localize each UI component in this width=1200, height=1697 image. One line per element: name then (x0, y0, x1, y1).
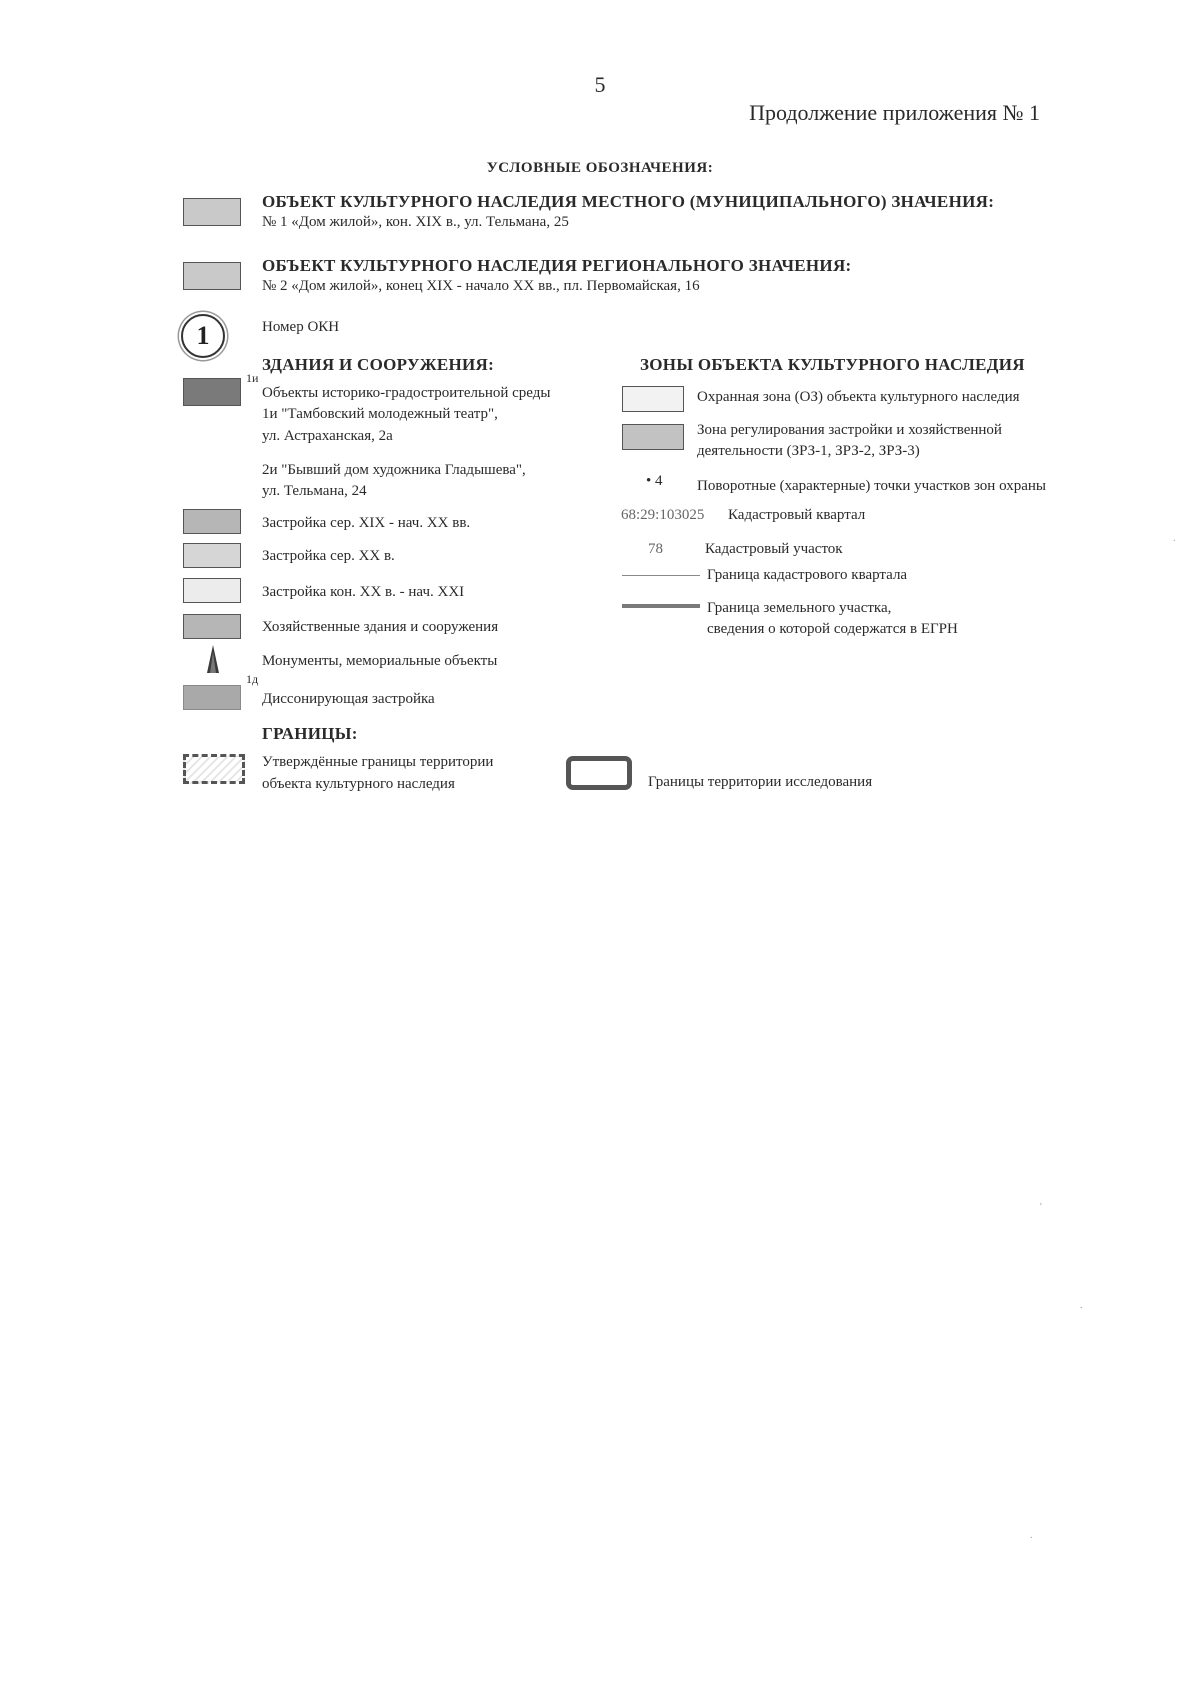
scan-speck: . (1030, 1530, 1033, 1541)
regulation-zone-swatch (622, 424, 684, 450)
zones-title: ЗОНЫ ОБЪЕКТА КУЛЬТУРНОГО НАСЛЕДИЯ (640, 355, 1025, 374)
era-late-20-swatch (183, 578, 241, 603)
era-mid-20-swatch (183, 543, 241, 568)
okn-regional-title: ОБЪЕКТ КУЛЬТУРНОГО НАСЛЕДИЯ РЕГИОНАЛЬНОГО ЗНАЧЕНИЯ: (262, 256, 852, 275)
cadastral-quarter-code: 68:29:103025 (621, 507, 705, 523)
utility-swatch (183, 614, 241, 639)
historic-swatch (183, 378, 241, 406)
okn-number-label: Номер ОКН (262, 319, 340, 335)
historic-marker: 1и (246, 371, 259, 385)
dissonant-marker: 1д (246, 672, 259, 686)
era-19-20-swatch (183, 509, 241, 534)
cadastral-quarter-label: Кадастровый квартал (728, 507, 866, 523)
research-border-label: Границы территории исследования (648, 774, 873, 790)
era-late-20-label: Застройка кон. XX в. - нач. XXI (262, 584, 465, 600)
plot-border-line2: сведения о которой содержатся в ЕГРН (707, 621, 958, 637)
era-mid-20-label: Застройка сер. XX в. (262, 548, 395, 564)
buildings-title: ЗДАНИЯ И СООРУЖЕНИЯ: (262, 355, 495, 374)
okn-local-swatch (183, 198, 241, 226)
scan-speck: ' (1040, 1202, 1042, 1213)
protection-zone-label: Охранная зона (ОЗ) объекта культурного наследия (697, 389, 1020, 405)
historic-item2-line2: ул. Тельмана, 24 (262, 483, 367, 499)
approved-border-line1: Утверждённые границы территории (262, 754, 494, 770)
historic-label: Объекты историко-градостроительной среды (262, 385, 551, 401)
approved-border-swatch (183, 754, 245, 784)
plot-border-line (622, 604, 700, 608)
page-number: 5 (594, 72, 606, 97)
research-border-swatch (566, 756, 632, 790)
scan-speck: . (1173, 533, 1176, 544)
dissonant-swatch (183, 685, 241, 710)
monuments-label: Монументы, мемориальные объекты (262, 653, 498, 669)
scan-speck: . (1080, 1300, 1083, 1311)
protection-zone-swatch (622, 386, 684, 412)
points-label: Поворотные (характерные) точки участков зон охраны (697, 478, 1046, 494)
okn-regional-swatch (183, 262, 241, 290)
regulation-zone-line1: Зона регулирования застройки и хозяйственной (697, 422, 1002, 438)
borders-title: ГРАНИЦЫ: (262, 724, 358, 743)
plot-border-line1: Граница земельного участка, (707, 600, 892, 616)
utility-label: Хозяйственные здания и сооружения (262, 619, 499, 635)
regulation-zone-line2: деятельности (ЗРЗ-1, ЗРЗ-2, ЗРЗ-3) (697, 443, 920, 459)
dissonant-label: Диссонирующая застройка (262, 691, 435, 707)
quarter-border-label: Граница кадастрового квартала (707, 567, 908, 583)
okn-local-title: ОБЪЕКТ КУЛЬТУРНОГО НАСЛЕДИЯ МЕСТНОГО (МУНИЦИПАЛЬНОГО) ЗНАЧЕНИЯ: (262, 192, 995, 211)
monument-icon (205, 644, 221, 674)
cadastral-plot-number: 78 (648, 541, 663, 557)
historic-item2-line1: 2и "Бывший дом художника Гладышева", (262, 462, 526, 478)
quarter-border-line (622, 575, 700, 576)
era-19-20-label: Застройка сер. XIX - нач. XX вв. (262, 515, 471, 531)
historic-item1-line2: ул. Астраханская, 2а (262, 428, 393, 444)
okn-regional-desc: № 2 «Дом жилой», конец XIX - начало XX вв., пл. Первомайская, 16 (262, 278, 700, 294)
continuation-heading: Продолжение приложения № 1 (749, 100, 1040, 125)
okn-local-desc: № 1 «Дом жилой», кон. XIX в., ул. Тельмана, 25 (262, 214, 569, 230)
cadastral-plot-label: Кадастровый участок (705, 541, 843, 557)
legend-title: УСЛОВНЫЕ ОБОЗНАЧЕНИЯ: (486, 160, 714, 176)
okn-number-circle-icon: 1 (181, 314, 225, 358)
historic-item1-line1: 1и "Тамбовский молодежный театр", (262, 406, 498, 422)
point-marker: • 4 (646, 473, 663, 489)
approved-border-line2: объекта культурного наследия (262, 776, 455, 792)
